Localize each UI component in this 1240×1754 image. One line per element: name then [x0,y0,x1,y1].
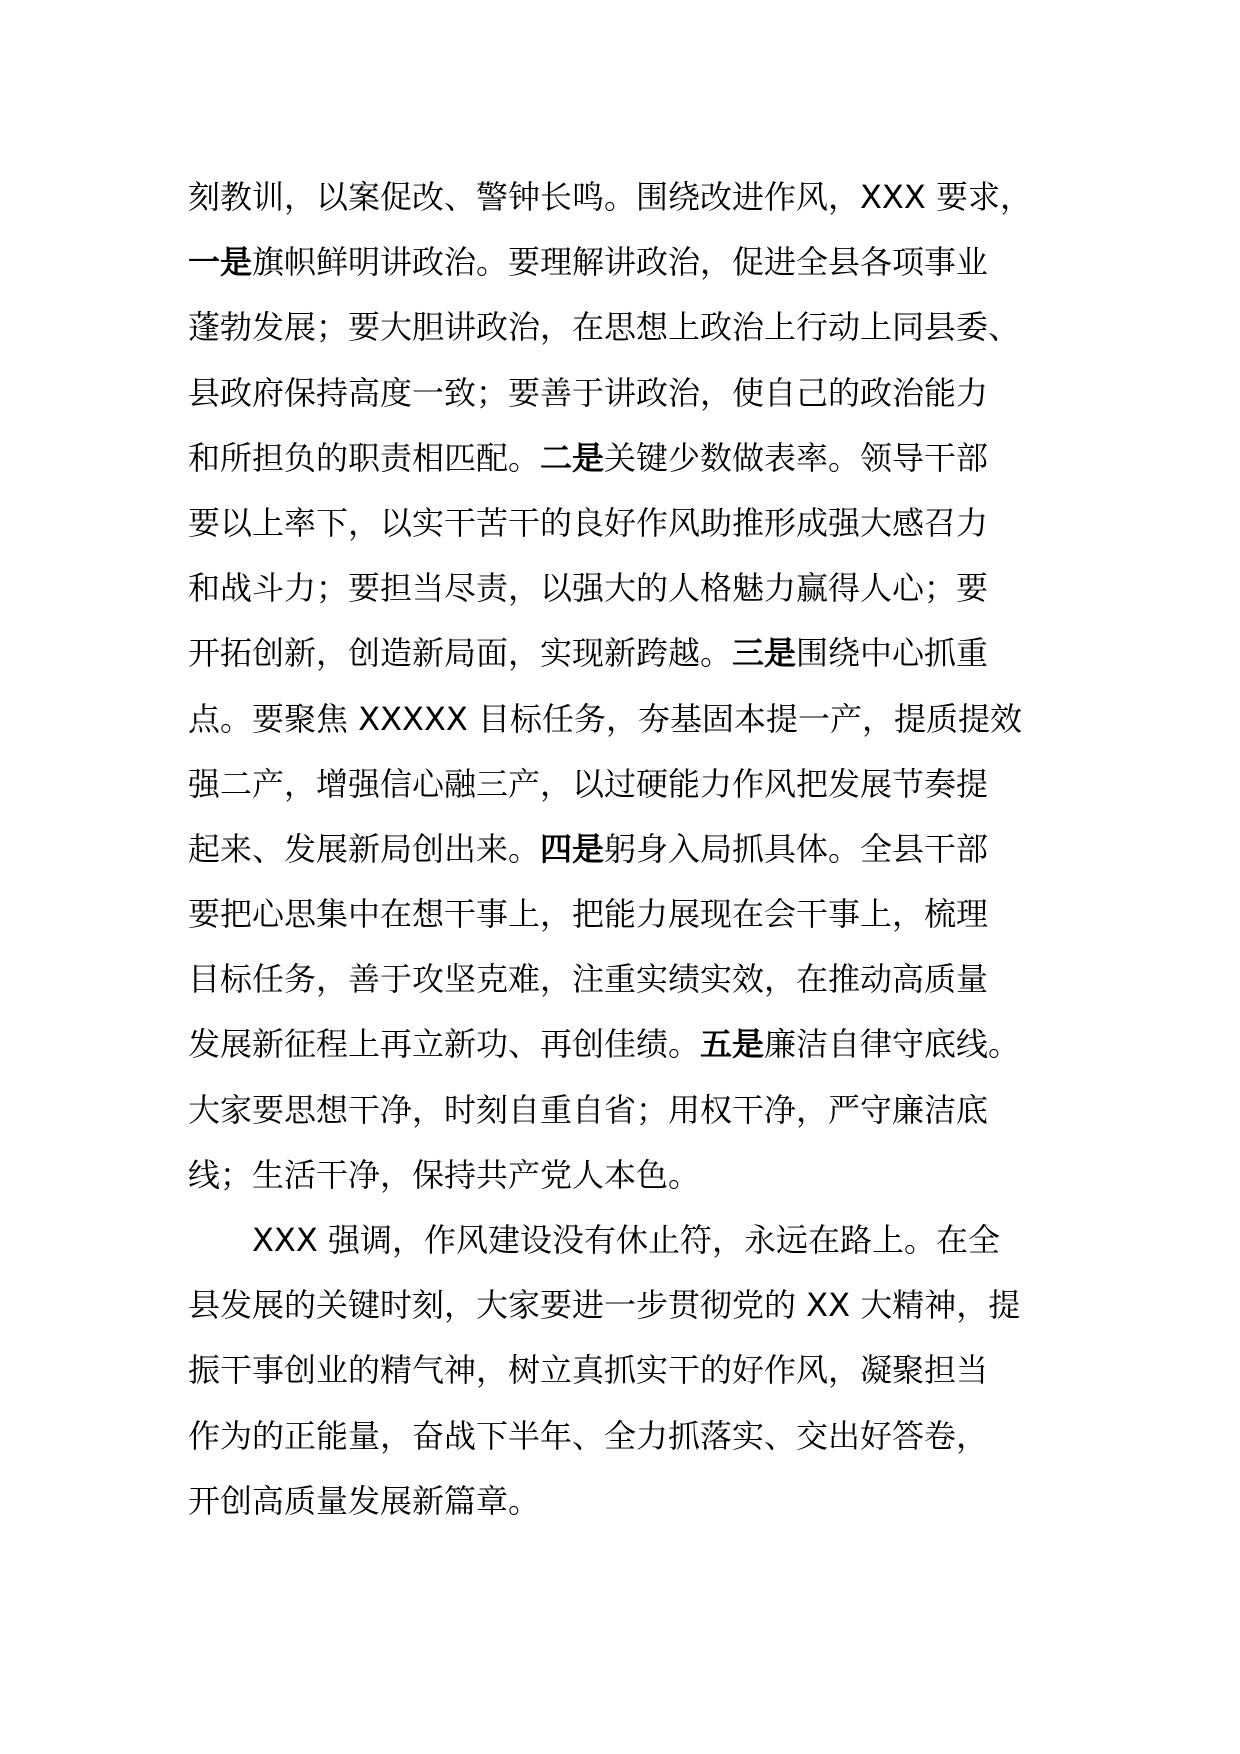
text-line [188,1208,1068,1273]
point-number-label: 二是 [540,438,605,477]
text-line [188,426,1068,491]
text-run: 刻教训，以案促改、警钟长鸣。围绕改进作风，XXX 要求， [188,178,1032,216]
text-run: 大家要思想干净，时刻自重自省；用权干净，严守廉洁底 [188,1090,989,1129]
text-run: 县发展的关键时刻，大家要进一步贯彻党的 XX 大精神，提 [188,1286,1021,1325]
text-line [188,817,1068,882]
text-run: 振干事创业的精气神，树立真抓实干的好作风，凝聚担当 [188,1351,989,1390]
text-line [188,295,1068,360]
text-run: 要把心思集中在想干事上，把能力展现在会干事上，梳理 [188,895,989,934]
text-run: 强二产，增强信心融三产，以过硬能力作风把发展节奏提 [188,764,989,803]
text-run: 关键少数做表率。领导干部 [604,438,989,477]
text-run: 躬身入局抓具体。全县干部 [604,829,989,868]
point-number-label: 四是 [540,829,605,868]
text-run: 廉洁自律守底线。 [764,1025,1021,1064]
text-run: 围绕中心抓重 [796,634,989,673]
text-line [188,752,1068,817]
paragraph [188,165,1068,1208]
text-line [188,1012,1068,1077]
text-run: 要以上率下，以实干苦干的良好作风助推形成强大感召力 [188,503,989,542]
text-line [188,1078,1068,1143]
text-line [188,556,1068,621]
paragraph [188,1208,1068,1534]
text-line [188,491,1068,556]
point-number-label: 三是 [732,634,797,673]
text-line [188,165,1068,230]
document-body [188,165,1068,1534]
text-run: 目标任务，善于攻坚克难，注重实绩实效，在推动高质量 [188,960,989,999]
text-line [188,947,1068,1012]
point-number-label: 一是 [188,243,253,282]
text-line [188,1404,1068,1469]
text-run: 点。要聚焦 XXXXX 目标任务，夯基固本提一产，提质提效 [188,699,1022,738]
point-number-label: 五是 [700,1025,765,1064]
text-line [188,1338,1068,1403]
text-line [188,1273,1068,1338]
text-line [188,687,1068,752]
text-line [188,361,1068,426]
text-run: 旗帜鲜明讲政治。要理解讲政治，促进全县各项事业 [252,243,989,282]
text-run: 和战斗力；要担当尽责，以强大的人格魅力赢得人心；要 [188,569,989,608]
text-run: 起来、发展新局创出来。 [188,829,541,868]
text-run: 发展新征程上再立新功、再创佳绩。 [188,1025,701,1064]
text-run: 作为的正能量，奋战下半年、全力抓落实、交出好答卷， [188,1416,989,1455]
text-line [188,882,1068,947]
text-line [188,230,1068,295]
text-run: XXX 强调，作风建设没有休止符，永远在路上。在全 [252,1221,1000,1259]
text-run: 蓬勃发展；要大胆讲政治，在思想上政治上行动上同县委、 [188,308,1021,347]
text-run: 县政府保持高度一致；要善于讲政治，使自己的政治能力 [188,373,989,412]
text-run: 开拓创新，创造新局面，实现新跨越。 [188,634,733,673]
text-line [188,621,1068,686]
text-line [188,1143,1068,1208]
text-line [188,1469,1068,1534]
text-run: 开创高质量发展新篇章。 [188,1481,541,1520]
text-run: 和所担负的职责相匹配。 [188,438,541,477]
text-run: 线；生活干净，保持共产党人本色。 [188,1155,701,1194]
